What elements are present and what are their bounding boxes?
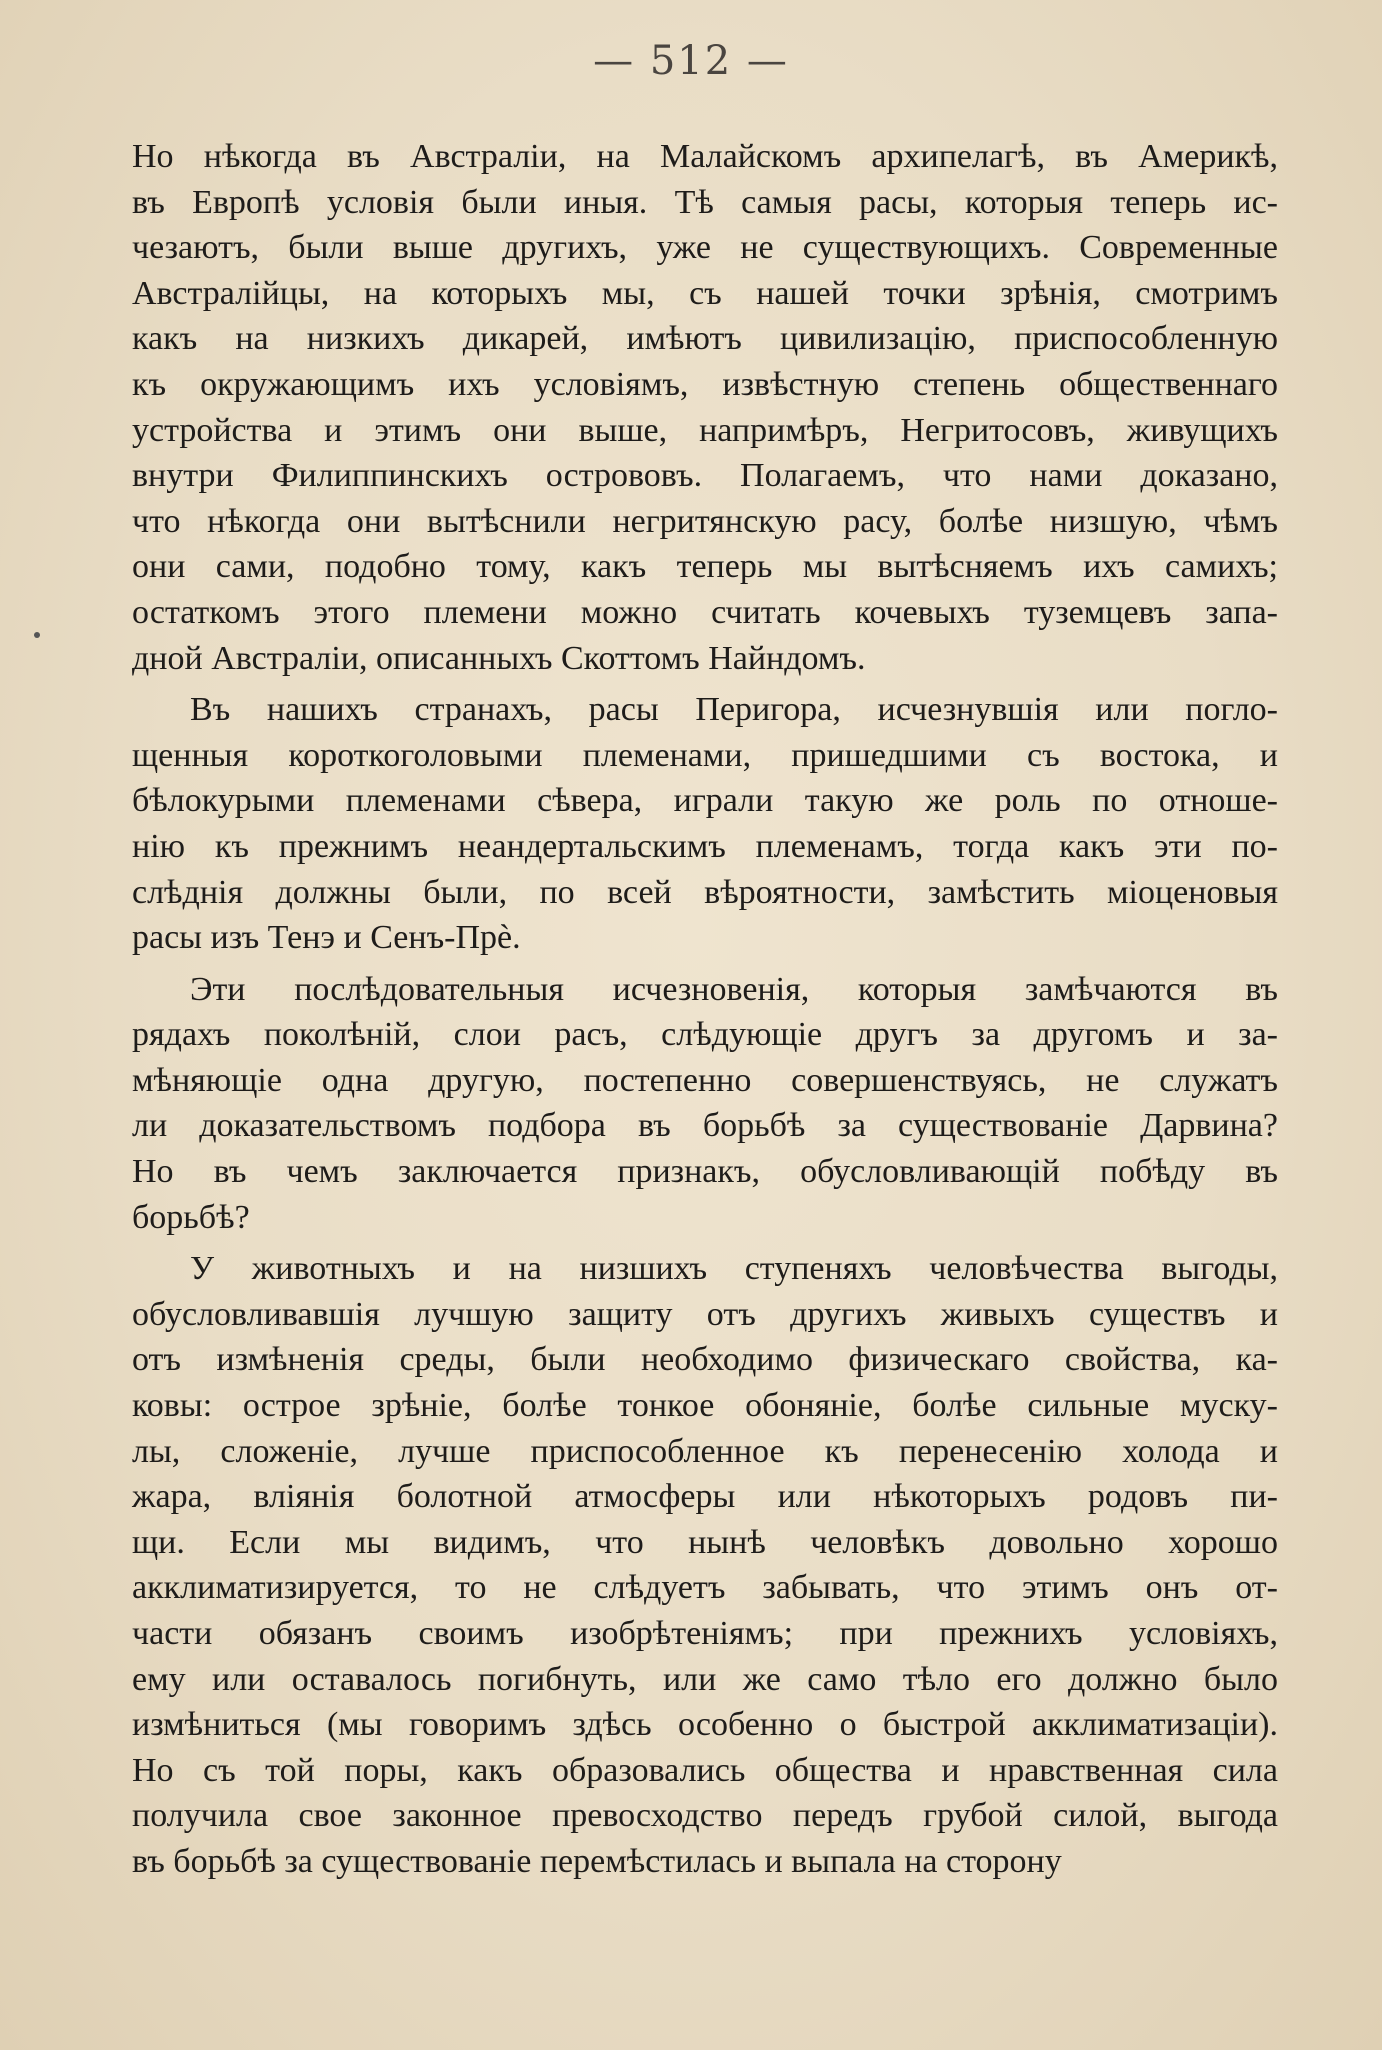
- text-line: ковы: острое зрѣніе, болѣе тонкое обоняніе, болѣе сильные муску-: [132, 1387, 1278, 1425]
- paragraph: [132, 1246, 1278, 1884]
- text-line: получила свое законное превосходство передъ грубой силой, выгода: [132, 1797, 1278, 1835]
- text-line: въ Европѣ условія были иныя. Тѣ самыя расы, которыя теперь ис-: [132, 183, 1278, 221]
- text-line: Но съ той поры, какъ образовались общества и нравственная сила: [132, 1751, 1278, 1789]
- text-line: отъ измѣненія среды, были необходимо физическаго свойства, ка-: [132, 1341, 1278, 1379]
- text-line: въ борьбѣ за существованіе перемѣстилась и выпала на сторону: [132, 1842, 1062, 1880]
- text-line: У животныхъ и на низшихъ ступеняхъ человѣчества выгоды,: [190, 1250, 1278, 1288]
- text-line: устройства и этимъ они выше, напримѣръ, Негритосовъ, живущихъ: [132, 411, 1278, 449]
- body-text: [132, 134, 1278, 1891]
- text-line: дной Австраліи, описанныхъ Скоттомъ Найндомъ.: [132, 639, 866, 677]
- text-line: внутри Филиппинскихъ острововъ. Полагаемъ, что нами доказано,: [132, 457, 1278, 495]
- text-line: расы изъ Тенэ и Сенъ-Прѐ.: [132, 919, 521, 957]
- text-line: Эти послѣдовательныя исчезновенія, которыя замѣчаются въ: [190, 970, 1278, 1008]
- text-line: акклиматизируется, то не слѣдуетъ забывать, что этимъ онъ от-: [132, 1569, 1278, 1607]
- text-line: рядахъ поколѣній, слои расъ, слѣдующіе другъ за другомъ и за-: [132, 1016, 1278, 1054]
- text-line: щи. Если мы видимъ, что нынѣ человѣкъ довольно хорошо: [132, 1523, 1278, 1561]
- text-line: ли доказательствомъ подбора въ борьбѣ за существованіе Дарвина?: [132, 1107, 1278, 1145]
- text-line: остаткомъ этого племени можно считать кочевыхъ туземцевъ запа-: [132, 593, 1278, 631]
- text-line: жара, вліянія болотной атмосферы или нѣкоторыхъ родовъ пи-: [132, 1478, 1278, 1516]
- text-line: измѣниться (мы говоримъ здѣсь особенно о быстрой акклиматизаціи).: [132, 1706, 1278, 1744]
- paragraph: [132, 967, 1278, 1241]
- text-line: Австралійцы, на которыхъ мы, съ нашей точки зрѣнія, смотримъ: [132, 274, 1278, 312]
- text-line: чезаютъ, были выше другихъ, уже не существующихъ. Современные: [132, 229, 1278, 267]
- margin-speck: [34, 632, 40, 638]
- text-line: къ окружающимъ ихъ условіямъ, извѣстную степень общественнаго: [132, 365, 1278, 403]
- text-line: части обязанъ своимъ изобрѣтеніямъ; при прежнихъ условіяхъ,: [132, 1615, 1278, 1652]
- text-line: Но нѣкогда въ Австраліи, на Малайскомъ архипелагѣ, въ Америкѣ,: [132, 138, 1278, 175]
- text-line: они сами, подобно тому, какъ теперь мы вытѣсняемъ ихъ самихъ;: [132, 548, 1278, 586]
- text-line: Въ нашихъ странахъ, расы Перигора, исчезнувшія или погло-: [190, 691, 1278, 729]
- text-line: мѣняющіе одна другую, постепенно совершенствуясь, не служатъ: [132, 1061, 1278, 1099]
- text-line: щенныя короткоголовыми племенами, пришедшими съ востока, и: [132, 736, 1278, 774]
- text-line: какъ на низкихъ дикарей, имѣютъ цивилизацію, приспособленную: [132, 320, 1278, 358]
- text-line: что нѣкогда они вытѣснили негритянскую расу, болѣе низшую, чѣмъ: [132, 502, 1278, 540]
- page-number: — 512 —: [593, 38, 789, 84]
- text-line: Но въ чемъ заключается признакъ, обусловливающій побѣду въ: [132, 1153, 1278, 1191]
- text-line: слѣднія должны были, по всей вѣроятности, замѣстить міоценовыя: [132, 873, 1278, 911]
- text-line: обусловливавшія лучшую защиту отъ другихъ живыхъ существъ и: [132, 1295, 1278, 1333]
- text-line: борьбѣ?: [132, 1198, 250, 1236]
- paragraph: [132, 134, 1278, 681]
- paragraph: [132, 687, 1278, 961]
- text-line: лы, сложеніе, лучше приспособленное къ перенесенію холода и: [132, 1432, 1278, 1470]
- text-line: бѣлокурыми племенами сѣвера, играли такую же роль по отноше-: [132, 782, 1278, 820]
- text-line: нію къ прежнимъ неандертальскимъ племенамъ, тогда какъ эти по-: [132, 827, 1278, 865]
- text-line: ему или оставалось погибнуть, или же само тѣло его должно было: [132, 1660, 1278, 1698]
